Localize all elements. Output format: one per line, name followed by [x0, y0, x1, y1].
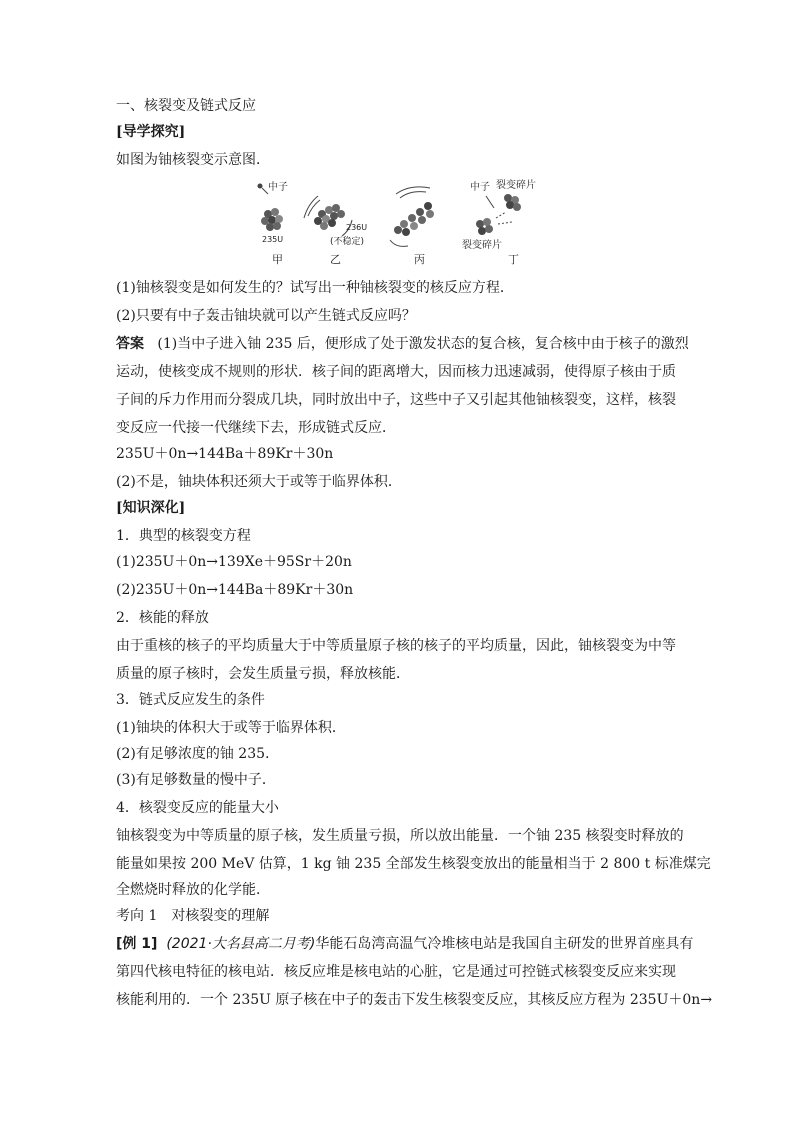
example-source: (2021·大名县高二月考)	[166, 936, 316, 952]
fragment-bottom-icon	[476, 218, 493, 235]
knowledge-item-2-title: 2．核能的释放	[116, 610, 209, 626]
u236-label: 236U	[346, 223, 368, 232]
caption-jia: 甲	[272, 253, 283, 266]
neutron-dot-icon	[258, 184, 263, 189]
stage-ding	[462, 178, 536, 266]
u235-label: 235U	[262, 235, 284, 244]
answer-line-2: 运动，使核变成不规则的形状．核子间的距离增大，因而核力迅速减弱，使得原子核由于质	[116, 364, 676, 380]
section-heading: 一、核裂变及链式反应	[116, 98, 256, 114]
knowledge-item-3-b: (2)有足够浓度的铀 235.	[116, 746, 270, 762]
question-1: (1)铀核裂变是如何发生的？试写出一种铀核裂变的核反应方程．	[116, 280, 514, 296]
knowledge-item-1-title: 1．典型的核裂变方程	[116, 528, 251, 544]
answer-line-3: 子间的斥力作用而分裂成几块，同时放出中子，这些中子又引起其他铀核裂变，这样，核裂	[116, 392, 676, 408]
knowledge-item-2-line-1: 由于重核的核子的平均质量大于中等质量原子核的核子的平均质量，因此，铀核裂变为中等	[116, 638, 676, 654]
answer-line-5: (2)不是，铀块体积还须大于或等于临界体积．	[116, 474, 402, 490]
u236-nucleus-icon	[314, 204, 345, 230]
example-text-1: 华能石岛湾高温气冷堆核电站是我国自主研发的世界首座具有	[315, 936, 694, 952]
example-line-1	[116, 934, 693, 954]
fragment-label-top: 裂变碎片	[496, 180, 536, 191]
answer-label: 答案	[116, 336, 144, 352]
stage-bing	[390, 187, 434, 266]
knowledge-item-4-line-1: 铀核裂变为中等质量的原子核，发生质量亏损，所以放出能量．一个铀 235 核裂变时释放的	[116, 828, 684, 844]
fragment-label-bottom: 裂变碎片	[462, 240, 502, 251]
knowledge-label: [知识深化]	[116, 500, 186, 516]
direction-label: 考向 1 对核裂变的理解	[116, 908, 270, 924]
stage-jia	[258, 180, 289, 266]
caption-bing: 丙	[414, 253, 425, 266]
neutron-label-2: 中子	[470, 182, 490, 193]
question-2: (2)只要有中子轰击铀块就可以产生链式反应吗？	[116, 308, 416, 324]
stage-yi	[304, 196, 367, 266]
fragment-top-icon	[504, 194, 521, 211]
fission-diagram	[250, 178, 550, 268]
knowledge-item-2-line-2: 质量的原子核时，会发生质量亏损，释放核能．	[116, 666, 410, 682]
equation-1: (1)235U＋0n→139Xe＋95Sr＋20n	[116, 554, 352, 570]
example-tag: [例 1]	[116, 936, 158, 952]
knowledge-item-3-c: (3)有足够数量的慢中子．	[116, 772, 276, 788]
caption-ding: 丁	[508, 253, 519, 266]
knowledge-item-3-a: (1)铀块的体积大于或等于临界体积．	[116, 720, 346, 736]
u235-nucleus-icon	[261, 208, 283, 231]
equation-2: (2)235U＋0n→144Ba＋89Kr＋30n	[116, 582, 354, 598]
answer-text-1: (1)当中子进入铀 235 后，便形成了处于激发状态的复合核，复合核中由于核子的激烈	[157, 336, 689, 352]
figure-intro: 如图为铀核裂变示意图．	[116, 152, 270, 168]
caption-yi: 乙	[330, 253, 341, 266]
neutron-label: 中子	[268, 182, 288, 193]
knowledge-item-4-line-2: 能量如果按 200 MeV 估算，1 kg 铀 235 全部发生核裂变放出的能量相当于 2 800 t 标准煤完	[116, 856, 711, 872]
example-line-2: 第四代核电特征的核电站．核反应堆是核电站的心脏，它是通过可控链式核裂变反应来实现	[116, 964, 676, 980]
knowledge-item-3-title: 3．链式反应发生的条件	[116, 692, 265, 708]
answer-line-4: 变反应一代接一代继续下去，形成链式反应．	[116, 420, 396, 436]
unstable-label: (不稳定)	[330, 237, 365, 247]
knowledge-item-4-title: 4．核裂变反应的能量大小	[116, 800, 279, 816]
guide-label: [导学探究]	[116, 124, 186, 140]
elongated-nucleus-icon	[394, 202, 434, 236]
answer-line-1	[116, 334, 689, 354]
answer-equation: 235U＋0n→144Ba＋89Kr＋30n	[116, 446, 334, 462]
knowledge-item-4-line-3: 全燃烧时释放的化学能．	[116, 882, 270, 898]
example-line-3: 核能利用的．一个 235U 原子核在中子的轰击下发生核裂变反应，其核反应方程为 235U＋0n→	[116, 992, 713, 1008]
